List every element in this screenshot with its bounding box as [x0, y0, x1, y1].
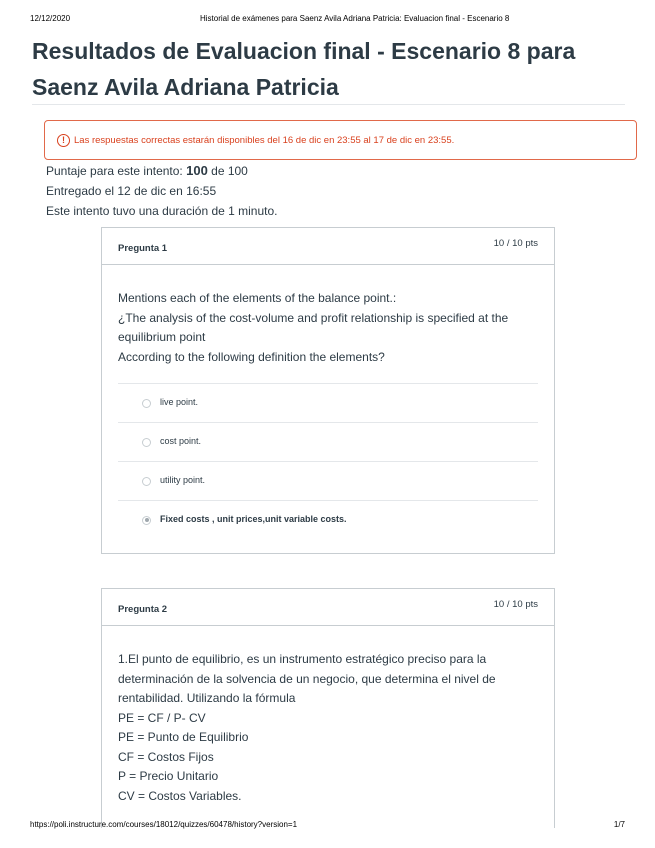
answer-label: cost point. — [160, 436, 202, 447]
answer-option — [118, 383, 538, 422]
question-text-line: PE = Punto de Equilibrio — [118, 730, 249, 744]
question-text-line: CF = Costos Fijos — [118, 749, 214, 764]
score-suffix: de 100 — [207, 164, 248, 178]
answer-option — [118, 422, 538, 461]
question-header — [102, 589, 554, 626]
print-header — [30, 14, 625, 26]
title-divider — [32, 104, 625, 105]
print-page-number: 1/7 — [613, 820, 625, 829]
answer-list — [118, 383, 538, 539]
print-document-title: Historial de exámenes para Saenz Avila Adriana Patricia: Evaluacion final - Escenario 8 — [200, 14, 510, 23]
score-prefix: Puntaje para este intento: — [46, 164, 187, 178]
radio-button-selected — [142, 516, 151, 525]
submitted-line: Entregado el 12 de dic en 16:55 — [46, 184, 217, 198]
question-points: 10 / 10 pts — [493, 599, 538, 610]
question-title: Pregunta 1 — [118, 243, 168, 254]
question-card — [101, 588, 555, 828]
attempt-summary — [46, 161, 278, 221]
duration-line: Este intento tuvo una duración de 1 minuto. — [46, 204, 278, 218]
page-title: Resultados de Evaluacion final - Escenario 8 para Saenz Avila Adriana Patricia — [32, 38, 576, 100]
print-footer — [30, 820, 625, 829]
print-url: https://poli.instructure.com/courses/18012/quizzes/60478/history?version=1 — [30, 820, 298, 829]
question-text-line: ¿The analysis of the cost-volume and profit relationship is specified at the equilibrium point — [118, 310, 509, 344]
radio-button — [142, 399, 151, 408]
question-card — [101, 227, 555, 554]
radio-button — [142, 477, 151, 486]
answer-label: utility point. — [160, 475, 206, 486]
answers-availability-alert — [44, 120, 637, 160]
answer-label: Fixed costs , unit prices,unit variable costs. — [160, 514, 347, 525]
question-body — [102, 265, 554, 539]
question-text-line: CV = Costos Variables. — [118, 788, 242, 803]
score-line — [46, 161, 278, 181]
question-header — [102, 228, 554, 265]
question-text-line: 1.El punto de equilibrio, es un instrumento estratégico preciso para la determinación de la solvencia de un negocio, que determina el nivel de rentabilidad. Utilizando la fórmula — [118, 652, 496, 705]
question-text-line: PE = CF / P- CV — [118, 710, 206, 725]
answer-label: live point. — [160, 397, 199, 408]
score-value: 100 — [186, 163, 208, 178]
print-date: 12/12/2020 — [30, 14, 71, 23]
question-body — [102, 626, 554, 806]
question-text-line: Mentions each of the elements of the balance point.: — [118, 291, 397, 305]
alert-text: Las respuestas correctas estarán disponibles del 16 de dic en 23:55 al 17 de dic en 23:55. — [74, 134, 455, 146]
radio-button — [142, 438, 151, 447]
answer-option-selected — [118, 500, 538, 539]
question-points: 10 / 10 pts — [493, 238, 538, 249]
question-text-line: According to the following definition the elements? — [118, 349, 385, 364]
warning-circle-icon: ! — [57, 134, 70, 147]
question-text-line: P = Precio Unitario — [118, 769, 219, 783]
question-title: Pregunta 2 — [118, 604, 168, 615]
answer-option — [118, 461, 538, 500]
